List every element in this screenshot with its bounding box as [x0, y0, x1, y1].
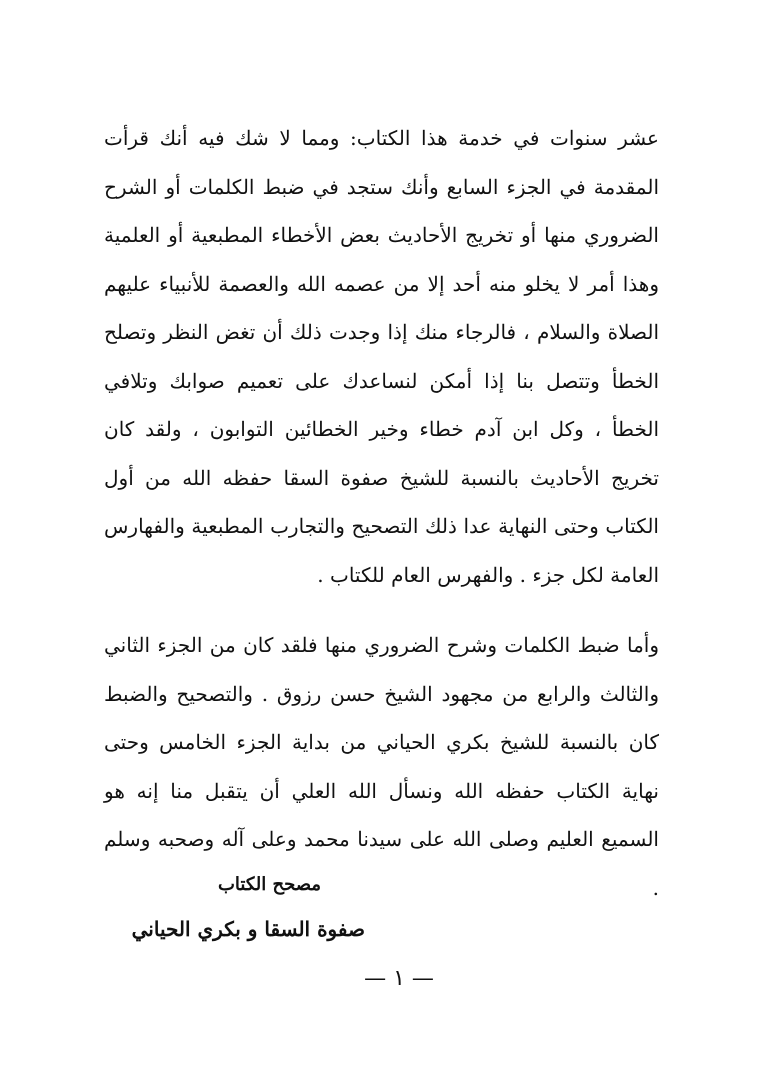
signature-names: صفوة السقا و بكري الحياني [131, 917, 365, 941]
signature-title: مصحح الكتاب [217, 874, 321, 895]
body-paragraph-2: وأما ضبط الكلمات وشرح الضروري منها فلقد كان من الجزء الثاني والثالث والرابع من مجهود الشيخ حسن رزوق . والتصحيح والضبط كان بالنسبة للشيخ بكري الحياني من بداية الجزء الخامس وحتى نهاية الكتاب حفظه الله ونسأل الله العلي أن يتقبل منا إنه هو السميع العليم وصلى الله على سيدنا محمد وعلى آله وصحبه وسلم . [104, 633, 659, 900]
body-paragraph-1: عشر سنوات في خدمة هذا الكتاب: ومما لا شك فيه أنك قرأت المقدمة في الجزء السابع وأنك ستجد في ضبط الكلمات أو الشرح الضروري منها أو تخريج الأحاديث بعض الأخطاء المطبعية أو العلمية وهذا أمر لا يخلو منه أحد إلا من عصمه الله والعصمة للأنبياء عليهم الصلاة والسلام ، فالرجاء منك إذا وجدت ذلك أن تغض النظر وتصلح الخطأ وتتصل بنا إذا أمكن لنساعدك على تعميم صوابك وتلافي الخطأ ، وكل ابن آدم خطاء وخير الخطائين التوابون ، ولقد كان تخريج الأحاديث بالنسبة للشيخ صفوة السقا حفظه الله من أول الكتاب وحتى النهاية عدا ذلك التصحيح والتجارب المطبعية والفهارس العامة لكل جزء . والفهرس العام للكتاب . [104, 126, 659, 587]
page-number: — ١ — [364, 966, 434, 991]
